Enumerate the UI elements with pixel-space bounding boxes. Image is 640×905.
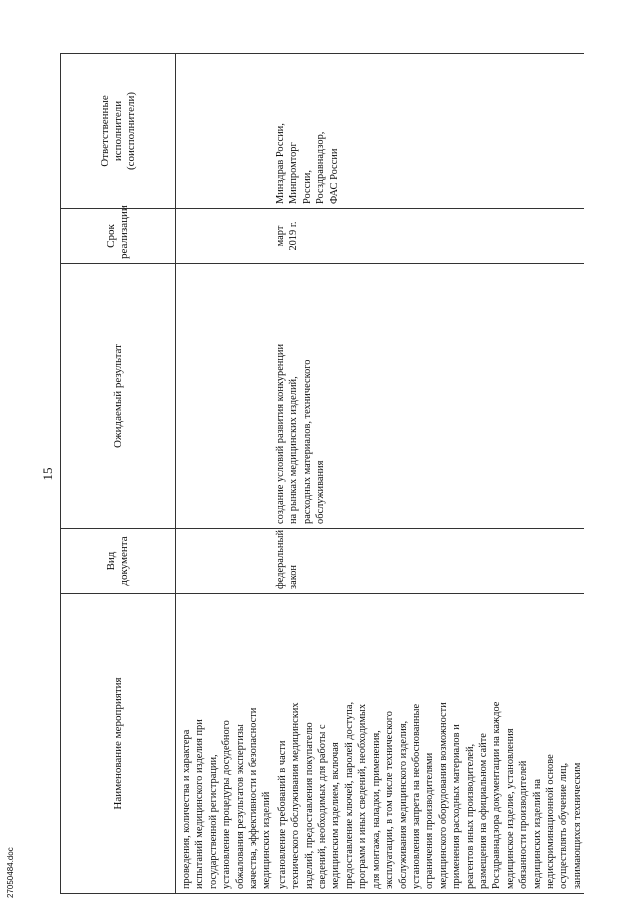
text-line: установления запрета на необоснованные <box>410 703 422 889</box>
header-responsible-line: исполнители <box>111 100 124 162</box>
cell-deadline <box>176 209 585 264</box>
cell-result <box>176 264 585 529</box>
spacer <box>180 58 274 204</box>
text-line: осуществлять обучение лиц, <box>558 762 570 889</box>
text-line: 2019 г. <box>288 221 300 251</box>
table-row <box>176 54 585 894</box>
text-line: обязанности производителей <box>518 760 530 889</box>
text-line: недискриминационной основе <box>544 754 556 889</box>
text-line: государственной регистрации, <box>207 754 219 889</box>
cell-responsible <box>176 54 585 209</box>
page-number: 15 <box>40 467 55 481</box>
header-deadline-line: Срок <box>105 224 117 248</box>
measures-table <box>60 53 584 894</box>
text-line: России, <box>301 170 313 204</box>
text-line: качества, эффективности и безопасности <box>248 707 260 889</box>
text-line: обжалования результатов экспертизы <box>234 724 246 889</box>
text-line: для монтажа, наладки, применения, <box>370 730 382 889</box>
header-deadline-line: реализации <box>118 205 130 259</box>
text-line: медицинским изделием, включая <box>330 742 342 889</box>
header-name: Наименование мероприятия <box>61 594 176 894</box>
header-result: Ожидаемый результат <box>61 264 176 529</box>
header-responsible-line: Ответственные <box>98 95 111 167</box>
header-doc-type: Вид документа <box>61 529 176 594</box>
table-header-row <box>61 54 176 894</box>
text-line: медицинских изделий <box>261 791 273 889</box>
text-line: технического обслуживания медицинских <box>290 702 302 889</box>
rotated-table-area <box>40 54 583 894</box>
text-line: эксплуатации, в том числе технического <box>384 711 396 889</box>
text-line: реагентов иных производителей, <box>464 743 476 889</box>
header-responsible <box>61 54 176 209</box>
text-line: федеральный <box>275 529 286 589</box>
text-line: расходных материалов, технического <box>301 359 313 524</box>
text-line: Минздрав России, <box>275 123 286 204</box>
continuation-text <box>180 598 274 889</box>
text-line: занимающихся техническим <box>571 762 583 889</box>
text-line: ФАС России <box>328 148 340 204</box>
text-line: медицинских изделий на <box>531 778 543 889</box>
text-line: обслуживания <box>315 460 327 524</box>
text-line: на рынках медицинских изделий, <box>288 376 300 524</box>
footer-file-code: 27050484.doc <box>6 847 15 898</box>
text-line: ограничения производителями <box>424 752 436 889</box>
spacer <box>180 268 274 524</box>
spacer <box>180 533 274 589</box>
text-line: медицинское изделие, установления <box>504 728 516 889</box>
text-line: проведения, количества и характера <box>181 729 192 889</box>
text-line: Росздравнадзора документации на каждое <box>491 701 503 889</box>
header-responsible-line: (соисполнители) <box>124 91 137 171</box>
text-line: предоставление ключей, паролей доступа, <box>343 701 355 889</box>
cell-name <box>176 594 585 894</box>
text-line: применения расходных материалов и <box>451 724 463 889</box>
cell-doc-type <box>176 529 585 594</box>
text-line: изделий, предоставления покупателю <box>303 722 315 889</box>
text-line: закон <box>288 565 300 589</box>
spacer <box>180 213 274 259</box>
text-line: установление требований в части <box>276 740 288 889</box>
text-line: Минпромторг <box>288 142 300 204</box>
text-line: испытаний медицинского изделия при <box>194 719 206 889</box>
text-line: Росздравнадзор, <box>315 131 327 204</box>
header-deadline <box>61 205 176 264</box>
text-line: обслуживания медицинского изделия, <box>397 720 409 889</box>
text-line: размещения на официальном сайте <box>477 733 489 889</box>
text-line: март <box>275 225 286 247</box>
text-line: медицинского оборудования возможности <box>437 702 449 889</box>
measure-text <box>276 598 584 889</box>
text-line: сведений, необходимых для работы с <box>317 724 329 889</box>
text-line: создание условий развития конкуренции <box>275 343 286 524</box>
text-line: установление процедуры досудебного <box>221 720 233 889</box>
text-line: программ и иных сведений, необходимых <box>357 703 369 889</box>
